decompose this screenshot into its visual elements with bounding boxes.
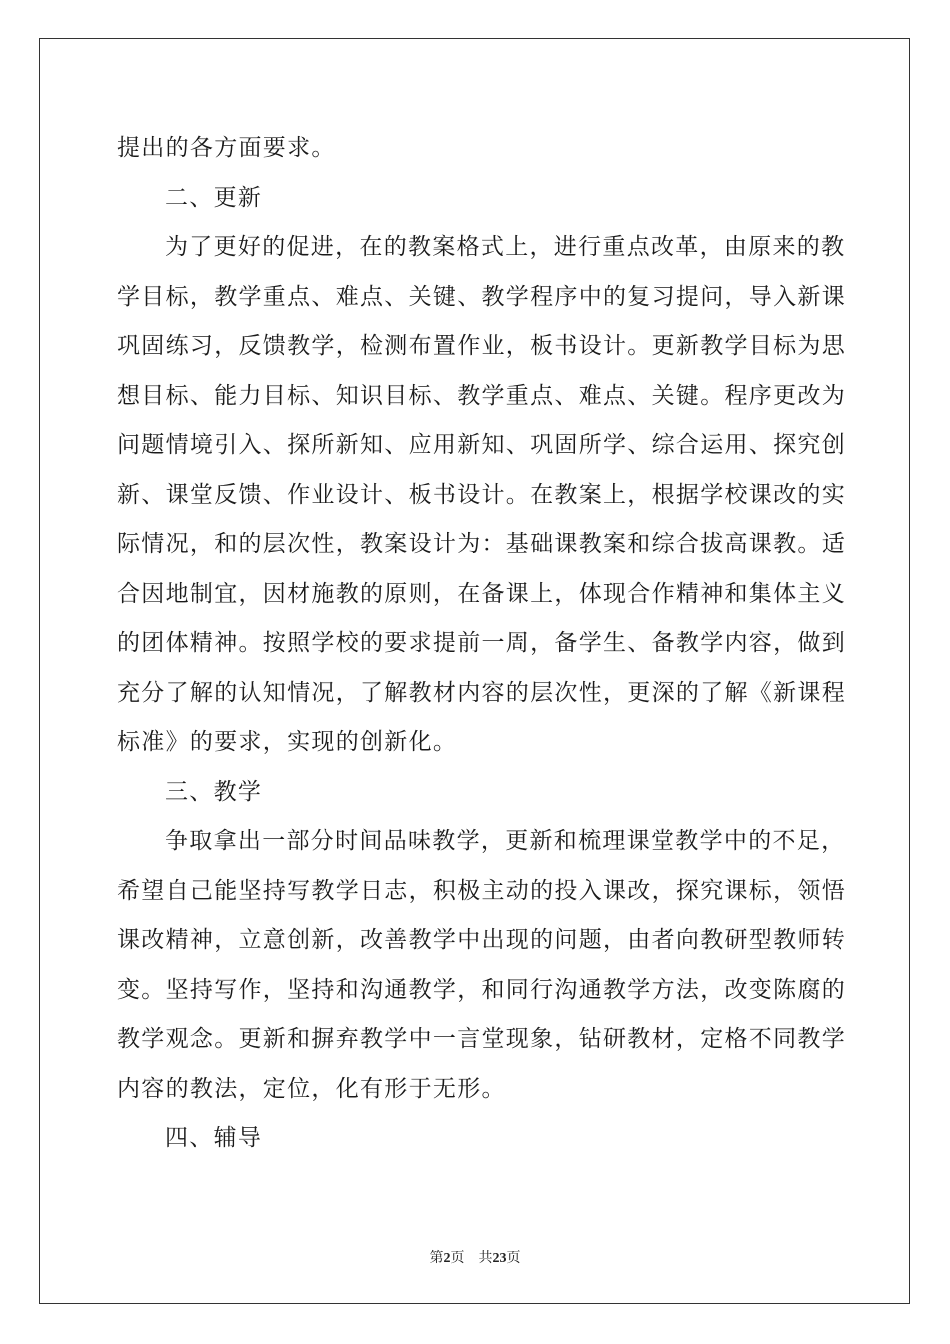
page-prefix: 第 (429, 1250, 444, 1266)
section-heading-teaching: 三、教学 (165, 778, 263, 805)
paragraph-start: 争取拿出一部分时间品味教学，更新和梳理课堂教学中的不足， (165, 828, 846, 854)
text-line: 想目标、能力目标、知识目标、教学重点、难点、关键。程序更改为 (117, 382, 846, 409)
text-line: 际情况，和的层次性，教案设计为：基础课教案和综合拔高课教。适 (117, 531, 846, 557)
text-line: 合因地制宜，因材施教的原则，在备课上，体现合作精神和集体主义 (117, 580, 846, 607)
section-heading-update: 二、更新 (165, 184, 263, 211)
text-line: 内容的教法，定位，化有形于无形。 (117, 1075, 506, 1102)
text-line: 课改精神，立意创新，改善教学中出现的问题，由者向教研型教师转 (117, 927, 846, 953)
total-pages: 23 (492, 1251, 507, 1266)
page-number: 2 (443, 1251, 451, 1266)
text-line: 标准》的要求，实现的创新化。 (117, 729, 458, 755)
text-line: 变。坚持写作，坚持和沟通教学，和同行沟通教学方法，改变陈腐的 (117, 976, 846, 1003)
text-line: 问题情境引入、探所新知、应用新知、巩固所学、综合运用、探究创 (117, 432, 846, 458)
text-line: 的团体精神。按照学校的要求提前一周，备学生、备教学内容，做到 (117, 630, 846, 656)
section-heading-tutoring: 四、辅导 (165, 1125, 263, 1151)
text-line: 提出的各方面要求。 (117, 135, 336, 161)
paragraph-start: 为了更好的促进，在的教案格式上，进行重点改革，由原来的教 (165, 234, 846, 260)
total-suffix: 页 (506, 1250, 521, 1266)
text-line: 教学观念。更新和摒弃教学中一言堂现象，钻研教材，定格不同教学 (117, 1026, 846, 1052)
text-line: 充分了解的认知情况，了解教材内容的层次性，更深的了解《新课程 (117, 679, 846, 706)
page-suffix: 页 (450, 1250, 465, 1266)
text-line: 希望自己能坚持写教学日志，积极主动的投入课改，探究课标，领悟 (117, 877, 846, 904)
total-prefix: 共 (478, 1250, 493, 1266)
page-footer (0, 1247, 950, 1267)
text-line: 新、课堂反馈、作业设计、板书设计。在教案上，根据学校课改的实 (117, 481, 846, 508)
document-body (117, 124, 846, 1164)
text-line: 巩固练习，反馈教学，检测布置作业，板书设计。更新教学目标为思 (117, 333, 846, 359)
text-line: 学目标，教学重点、难点、关键、教学程序中的复习提问，导入新课 (117, 283, 846, 310)
